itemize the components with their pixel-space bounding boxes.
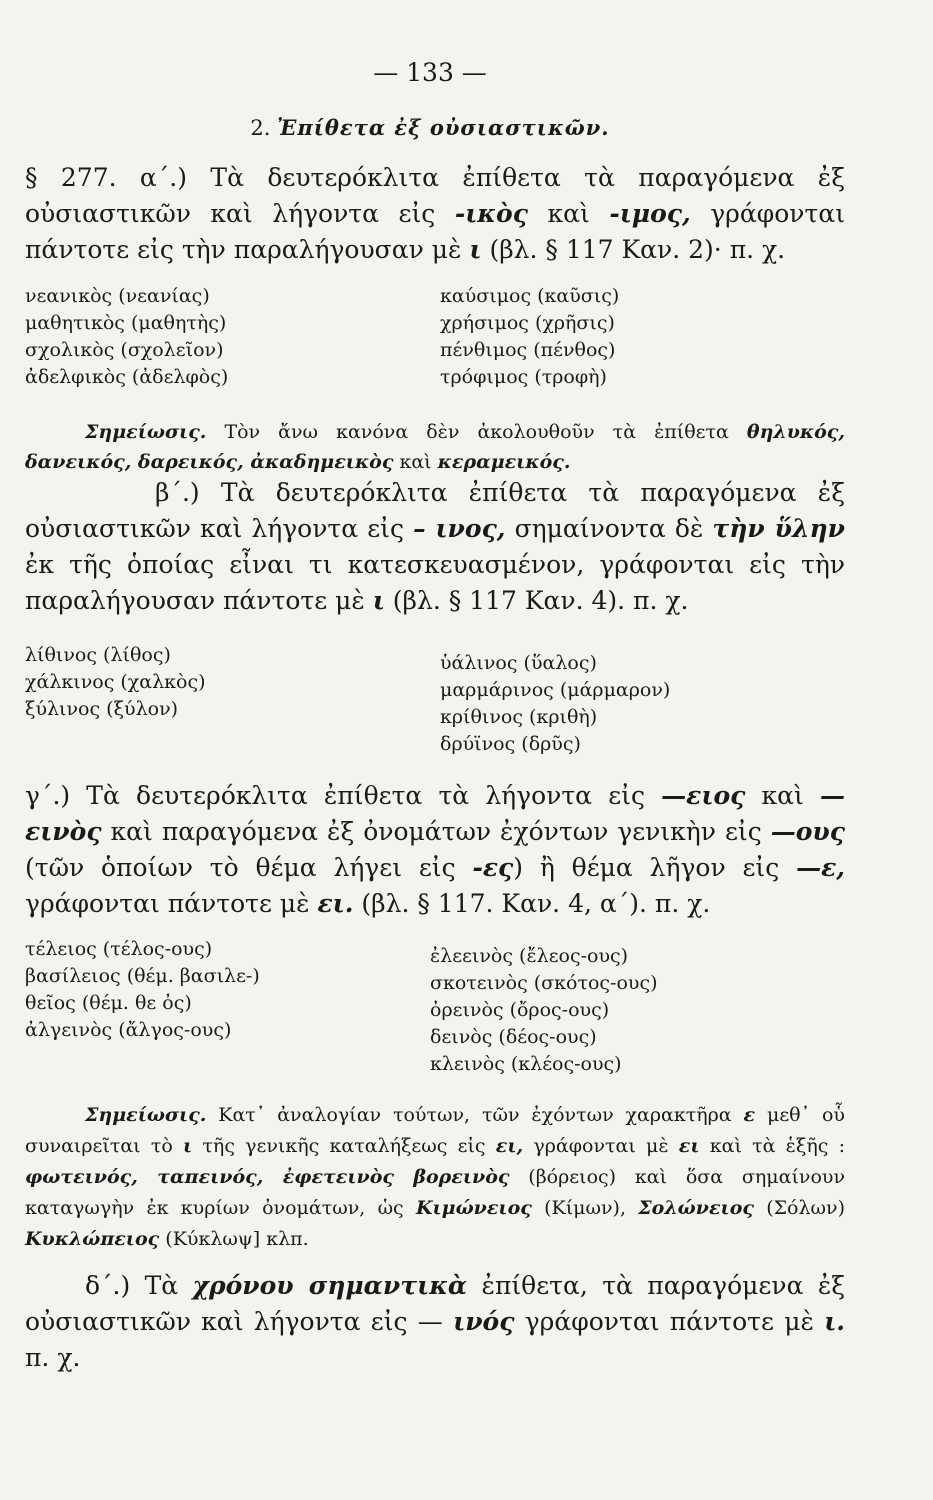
emphasis: χρόνου σημαντικὰ (192, 1271, 468, 1300)
emphasis: ι (469, 235, 482, 264)
text: π. χ. (25, 1343, 81, 1372)
text: (Σόλων) (753, 1197, 845, 1219)
emphasis: ι (372, 586, 385, 615)
text: Τὸν ἄνω κανόνα δὲν ἀκολουθοῦν τὰ ἐπίθετα (206, 421, 747, 443)
text: (βόρειος) καὶ ὅσα σημαίνουν καταγωγὴν ἐκ κυρίων ὀνομάτων, ὡς (25, 1166, 845, 1219)
example-word: ἀλγεινὸς (ἄλγος-ους) (25, 1019, 232, 1041)
emphasis: φωτεινός, ταπεινός, ἐφετεινὸς βορεινὸς (25, 1166, 510, 1188)
emphasis: – ινος, (413, 514, 506, 543)
emphasis: Κιμώνειος (415, 1197, 532, 1219)
text: § 277. α΄.) Τὰ δευτερόκλιτα ἐπίθετα τὰ παραγόμενα ἐξ οὐσιαστικῶν καὶ λήγοντα εἰς (25, 163, 845, 228)
note-label: Σημείωσις. (85, 1104, 207, 1126)
examples-c-right (430, 943, 658, 1078)
text: καὶ τὰ ἑξῆς : (699, 1135, 845, 1157)
example-word: ὀρεινὸς (ὄρος-ους) (430, 999, 610, 1021)
emphasis: ει. (317, 889, 354, 918)
text: (βλ. § 117 Καν. 4). π. χ. (384, 586, 689, 615)
paragraph-c (25, 778, 845, 922)
example-word: λίθινος (λίθος) (25, 644, 171, 666)
example-word: δρύϊνος (δρῦς) (440, 733, 581, 755)
text: καὶ (745, 781, 821, 810)
example-word: ξύλινος (ξύλον) (25, 698, 179, 720)
examples-c-left (25, 936, 260, 1044)
heading-number: 2. (250, 116, 271, 140)
example-word: μαρμάρινος (μάρμαρον) (440, 679, 671, 701)
example-word: χάλκινος (χαλκὸς) (25, 671, 206, 693)
text: (βλ. § 117 Καν. 2)· π. χ. (481, 235, 786, 264)
text: γράφονται πάντοτε μὲ (25, 889, 318, 918)
example-word: πένθιμος (πένθος) (440, 339, 616, 361)
text: γ΄.) Τὰ δευτερόκλιτα ἐπίθετα τὰ λήγοντα εἰς (25, 781, 662, 810)
page-number: — 133 — (373, 58, 487, 87)
examples-a-right (440, 283, 619, 391)
emphasis: Κυκλώπειος (25, 1228, 160, 1250)
text: δ΄.) Τὰ (85, 1271, 193, 1300)
emphasis: ει, (495, 1135, 524, 1157)
emphasis: τὴν ὕλην (712, 514, 846, 543)
text: ἐκ τῆς ὁποίας εἶναι τι κατεσκευασμένον, γράφονται εἰς τὴν παραλήγουσαν πάντοτε μὲ (25, 550, 845, 615)
emphasis: -ες (472, 853, 514, 882)
emphasis: —ε, (796, 853, 845, 882)
text: ἐπίθετα, τὰ παραγόμενα ἐξ οὐσιαστικῶν καὶ λήγοντα εἰς — (25, 1271, 846, 1336)
text: Κατ᾽ ἀναλογίαν τούτων, τῶν ἐχόντων χαρακτῆρα (206, 1104, 744, 1126)
text: μεθ᾽ οὗ συναιρεῖται τὸ (25, 1104, 845, 1157)
text: (Κύκλωψ] κλπ. (159, 1228, 309, 1250)
example-word: ἐλεεινὸς (ἔλεος-ους) (430, 945, 629, 967)
emphasis: κεραμεικός. (437, 451, 571, 473)
section-heading (0, 115, 860, 140)
example-word: θεῖος (θέμ. θε ὀς) (25, 992, 192, 1014)
examples-b-right (440, 650, 670, 758)
emphasis: ει (678, 1135, 700, 1157)
heading-title: Ἐπίθετα ἐξ οὐσιαστικῶν. (277, 115, 610, 140)
example-word: σκοτεινὸς (σκότος-ους) (430, 972, 658, 994)
emphasis: θηλυκός, δανεικός, δαρεικός, ἀκαδημεικὸς (25, 421, 845, 473)
example-word: κρίθινος (κριθὴ) (440, 706, 598, 728)
text: καὶ (527, 199, 610, 228)
text: γράφονται πάντοτε μὲ (514, 1307, 825, 1336)
example-word: μαθητικὸς (μαθητὴς) (25, 312, 227, 334)
example-word: δεινὸς (δέος-ους) (430, 1026, 597, 1048)
emphasis: ι. (824, 1307, 845, 1336)
example-word: ὑάλινος (ὕαλος) (440, 652, 597, 674)
example-word: βασίλειος (θέμ. βασιλε-) (25, 965, 260, 987)
text: καὶ παραγόμενα ἐξ ὀνομάτων ἐχόντων γενικὴν εἰς (101, 817, 771, 846)
note-2 (25, 1100, 845, 1255)
text: σημαίνοντα δὲ (505, 514, 713, 543)
examples-b-left (25, 642, 206, 723)
emphasis: —ειος (661, 781, 746, 810)
text: (βλ. § 117. Καν. 4, α΄). π. χ. (353, 889, 711, 918)
emphasis: Σολώνειος (638, 1197, 754, 1219)
example-word: καύσιμος (καῦσις) (440, 285, 620, 307)
emphasis: ε (743, 1104, 756, 1126)
example-word: σχολικὸς (σχολεῖον) (25, 339, 224, 361)
example-word: κλεινὸς (κλέος-ους) (430, 1053, 622, 1075)
emphasis: ινός (453, 1307, 515, 1336)
text: ) ἢ θέμα λῆγον εἰς (513, 853, 797, 882)
text: γράφονται πάντοτε εἰς τὴν παραλήγουσαν μὲ (25, 199, 846, 264)
example-word: νεανικὸς (νεανίας) (25, 285, 210, 307)
example-word: χρήσιμος (χρῆσις) (440, 312, 615, 334)
text: καὶ (393, 451, 438, 473)
examples-a-left (25, 283, 228, 391)
emphasis: ι (183, 1135, 193, 1157)
emphasis: —εινὸς (25, 781, 846, 846)
example-word: τρόφιμος (τροφὴ) (440, 366, 607, 388)
paragraph-d (25, 1268, 845, 1376)
emphasis: —ους (770, 817, 845, 846)
text: τῆς γενικῆς καταλήξεως εἰς (192, 1135, 496, 1157)
note-1 (25, 417, 845, 477)
emphasis: -ικὸς (454, 199, 528, 228)
text: β΄.) Τὰ δευτερόκλιτα ἐπίθετα τὰ παραγόμενα ἐξ οὐσιαστικῶν καὶ λήγοντα εἰς (25, 478, 845, 543)
text: (Κίμων), (531, 1197, 639, 1219)
emphasis: -ιμος, (609, 199, 691, 228)
example-word: ἀδελφικὸς (ἀδελφὸς) (25, 366, 229, 388)
example-word: τέλειος (τέλος-ους) (25, 938, 213, 960)
text: γράφονται μὲ (523, 1135, 679, 1157)
paragraph-a (25, 160, 845, 268)
text: (τῶν ὁποίων τὸ θέμα λήγει εἰς (25, 853, 473, 882)
note-label: Σημείωσις. (85, 421, 207, 443)
paragraph-b (25, 475, 845, 619)
